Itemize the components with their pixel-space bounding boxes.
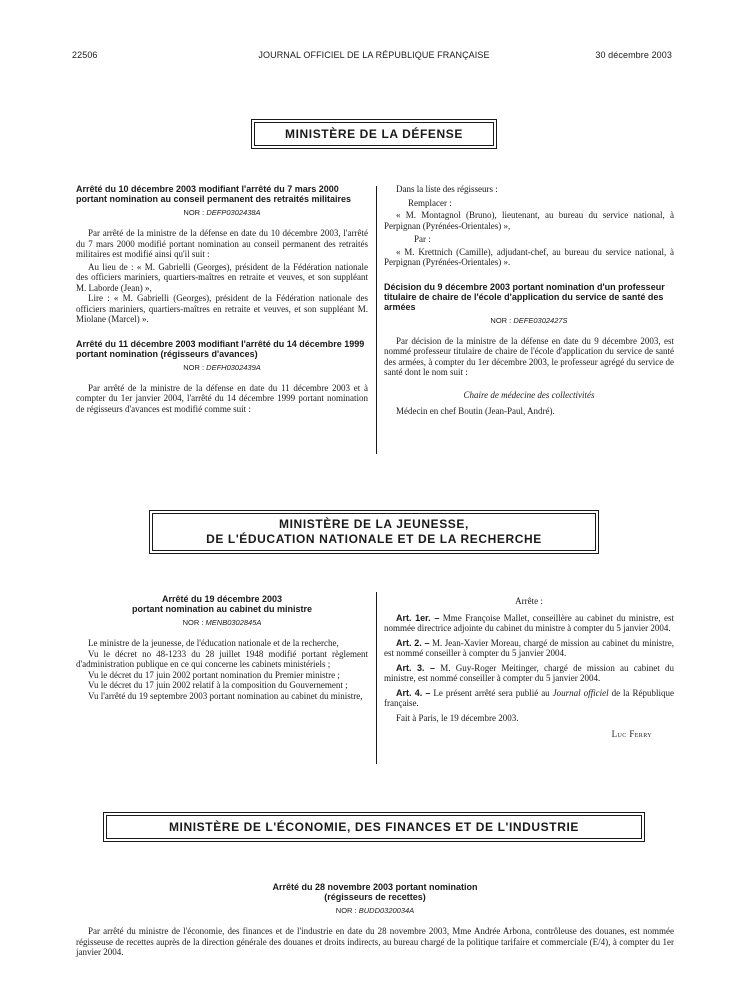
article-text: Le présent arrêté sera publié au <box>433 687 550 698</box>
issue-date: 30 décembre 2003 <box>595 50 672 60</box>
signing-place-date: Fait à Paris, le 19 décembre 2003. <box>396 712 519 723</box>
defense-left-column <box>76 184 368 414</box>
nor-label: NOR : <box>183 208 205 217</box>
article-paragraph: Par décision de la ministre de la défense en date du 9 décembre 2003, est nommé professeur titulaire de chaire de l'école d'application du service de santé des armées, à compter du 1er décembre 2003, le professeur agrégé du service de santé dont le nom suit : <box>384 335 674 377</box>
nor-code: DEFE0302427S <box>513 315 568 325</box>
article-paragraph: Vu le décret du 17 juin 2002 relatif à la composition du Gouvernement ; <box>88 680 348 690</box>
nor-label: NOR : <box>182 618 204 627</box>
article-3 <box>384 663 674 684</box>
article-title: Arrêté du 11 décembre 2003 modifiant l'arrêté du 14 décembre 1999 portant nomination (régisseurs d'avances) <box>76 338 365 359</box>
article-title: portant nomination au cabinet du ministre <box>131 604 312 614</box>
article-text: M. Jean-Xavier Moreau, chargé de mission au cabinet du ministre, est nommé conseiller à compter du 5 janvier 2004. <box>384 637 675 658</box>
article-label: Art. 2. – <box>396 637 430 648</box>
page-number: 22506 <box>72 50 98 60</box>
education-left-column <box>76 594 368 701</box>
nor-reference <box>76 618 368 628</box>
ministry-education-line1: MINISTÈRE DE LA JEUNESSE, <box>279 517 469 531</box>
defense-right-column <box>384 184 674 417</box>
article-title: (régisseurs de recettes) <box>324 892 426 902</box>
article-title: Décision du 9 décembre 2003 portant nomination d'un professeur titulaire de chaire de l'école d'application du service de santé des armées <box>384 281 665 312</box>
article-text: M. Guy-Roger Meitinger, chargé de mission au cabinet du ministre, est nommé conseiller à compter du 5 janvier 2004. <box>384 662 674 683</box>
nor-label: NOR : <box>183 362 205 372</box>
economie-section <box>76 882 674 958</box>
article-2 <box>384 638 674 659</box>
article-paragraph: Au lieu de : « M. Gabrielli (Georges), président de la Fédération nationale des officiers mariniers, quartiers-maîtres en retraite et veuves, et son suppléant M. Laborde (Jean) », <box>76 261 368 293</box>
column-divider <box>376 186 377 454</box>
nor-code: DEFP0302438A <box>206 208 261 217</box>
article-paragraph: Vu l'arrêté du 19 septembre 2003 portant nomination au cabinet du ministre, <box>88 690 363 701</box>
article-paragraph: Dans la liste des régisseurs : <box>396 184 498 194</box>
nor-code: MENB0302845A <box>205 618 262 627</box>
nor-reference <box>76 363 368 373</box>
nor-code: BUDD0320034A <box>358 906 415 915</box>
article-title: Arrêté du 10 décembre 2003 modifiant l'arrêté du 7 mars 2000 portant nomination au conseil permanent des retraités militaires <box>76 184 352 204</box>
ministry-defense-heading <box>254 122 494 146</box>
article-label: Art. 4. – <box>396 687 431 698</box>
education-right-column <box>384 596 674 740</box>
article-4 <box>384 688 674 709</box>
article-label: Art. 1er. – <box>396 612 440 623</box>
signature: Luc Ferry <box>611 729 652 739</box>
nor-reference <box>76 208 368 218</box>
article-title: Arrêté du 19 décembre 2003 <box>161 594 283 604</box>
ministry-education-heading <box>152 513 596 551</box>
article-label: Art. 3. – <box>396 662 435 673</box>
article-paragraph: Le ministre de la jeunesse, de l'éducation nationale et de la recherche, <box>88 638 339 648</box>
ministry-education-line2: DE L'ÉDUCATION NATIONALE ET DE LA RECHERCHE <box>206 532 542 546</box>
nor-reference <box>384 316 674 326</box>
article-text: de la République française. <box>384 687 675 708</box>
arrete-label: Arrête : <box>515 596 543 606</box>
article-paragraph: Vu le décret du 17 juin 2002 portant nomination du Premier ministre ; <box>88 669 340 680</box>
nor-reference <box>76 906 674 916</box>
article-title: Arrêté du 28 novembre 2003 portant nomination <box>272 882 478 892</box>
appointee-name: Médecin en chef Boutin (Jean-Paul, André). <box>396 406 555 416</box>
article-paragraph: Lire : « M. Gabrielli (Georges), président de la Fédération nationale des officiers mariniers, quartiers-maîtres en retraite et veuves, et son suppléant M. Miolane (Marcel) ». <box>76 293 368 324</box>
column-divider <box>376 592 377 764</box>
article-paragraph: Par arrêté du ministre de l'économie, des finances et de l'industrie en date du 28 novembre 2003, Mme Andrée Arbona, contrôleuse des douanes, est nommée régisseuse de recettes auprès de la direction générale des douanes et droits indirects, au bureau chargé de la politique tarifaire et commerciale (E/4), à compter du 1er janvier 2004. <box>76 926 674 957</box>
article-paragraph: Par arrêté de la ministre de la défense en date du 10 décembre 2003, l'arrêté du 7 mars 2000 modifié portant nomination au conseil permanent des retraités militaires est modifié ainsi qu'il suit : <box>76 228 368 259</box>
journal-title: JOURNAL OFFICIEL DE LA RÉPUBLIQUE FRANÇAISE <box>258 50 490 60</box>
article-paragraph: Vu le décret no 48-1233 du 28 juillet 1948 modifié portant règlement d'administration publique en ce qui concerne les cabinets ministériels ; <box>76 648 368 669</box>
ministry-economie-heading <box>106 815 642 839</box>
ministry-defense-label: MINISTÈRE DE LA DÉFENSE <box>284 127 464 141</box>
nor-code: DEFH0302439A <box>206 362 261 372</box>
article-1 <box>384 613 674 634</box>
article-text: Mme Françoise Mallet, conseillère au cabinet du ministre, est nommée directrice adjointe du cabinet du ministre à compter du 5 janvier 2004. <box>384 612 675 633</box>
journal-name: Journal officiel <box>552 687 609 698</box>
article-paragraph: Par : <box>414 234 431 244</box>
nor-label: NOR : <box>490 315 512 325</box>
article-paragraph: « M. Krettnich (Camille), adjudant-chef, au bureau du service national, à Perpignan (Pyrénées-Orientales) ». <box>384 246 674 267</box>
ministry-economie-label: MINISTÈRE DE L'ÉCONOMIE, DES FINANCES ET DE L'INDUSTRIE <box>168 820 580 834</box>
article-paragraph: Remplacer : <box>408 197 452 208</box>
nor-label: NOR : <box>335 906 357 915</box>
article-paragraph: Par arrêté de la ministre de la défense en date du 11 décembre 2003 et à compter du 1er janvier 2004, l'arrêté du 14 décembre 1999 portant nomination de régisseurs d'avances est modifié comme suit : <box>76 382 368 414</box>
article-paragraph: « M. Montagnol (Bruno), lieutenant, au bureau du service national, à Perpignan (Pyrénées-Orientales) », <box>384 210 674 231</box>
chair-title: Chaire de médecine des collectivités <box>463 389 595 400</box>
